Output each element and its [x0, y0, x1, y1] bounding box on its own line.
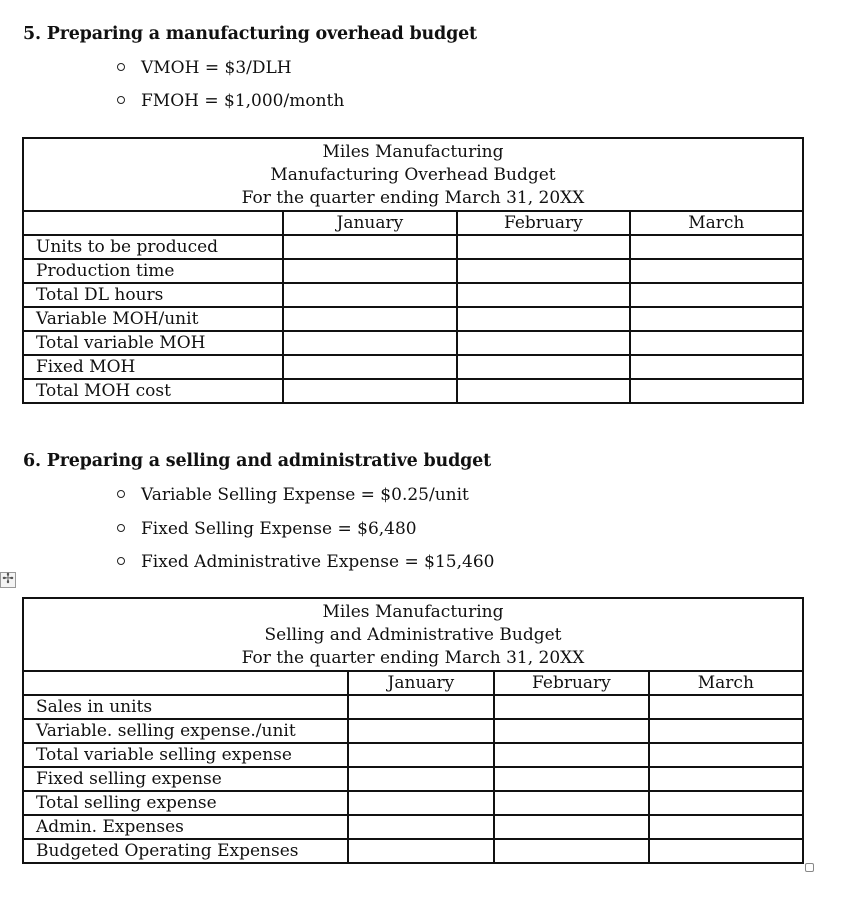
row-label: Variable. selling expense./unit — [23, 719, 348, 743]
bullet-fixed-admin — [117, 552, 494, 572]
table-row — [23, 767, 803, 791]
bullet-variable-selling — [117, 485, 469, 505]
company-name: Miles Manufacturing — [322, 602, 504, 622]
input-cell[interactable] — [283, 283, 457, 307]
input-cell[interactable] — [649, 695, 803, 719]
input-cell[interactable] — [457, 331, 630, 355]
moh-budget-table[interactable] — [22, 137, 804, 404]
input-cell[interactable] — [630, 307, 803, 331]
input-cell[interactable] — [649, 743, 803, 767]
table-row — [23, 355, 803, 379]
table-row — [23, 839, 803, 863]
input-cell[interactable] — [630, 283, 803, 307]
section-6-heading: 6. Preparing a selling and administrative budget — [23, 451, 491, 471]
month-february: February — [494, 671, 649, 695]
bullet-text: Variable Selling Expense = $0.25/unit — [141, 485, 469, 505]
bullet-text: Fixed Selling Expense = $6,480 — [141, 519, 417, 539]
input-cell[interactable] — [494, 719, 649, 743]
budget-name: Manufacturing Overhead Budget — [270, 165, 556, 185]
table-title — [23, 598, 803, 671]
row-label: Total DL hours — [23, 283, 283, 307]
table-cell[interactable] — [23, 671, 348, 695]
month-january: January — [283, 211, 457, 235]
selling-admin-budget-table[interactable] — [22, 597, 804, 864]
input-cell[interactable] — [348, 695, 494, 719]
input-cell[interactable] — [348, 815, 494, 839]
table-row — [23, 379, 803, 403]
input-cell[interactable] — [494, 743, 649, 767]
table-row — [23, 695, 803, 719]
table-resize-handle-icon[interactable] — [805, 863, 814, 872]
row-label: Sales in units — [23, 695, 348, 719]
table-row — [23, 259, 803, 283]
input-cell[interactable] — [494, 695, 649, 719]
input-cell[interactable] — [283, 259, 457, 283]
input-cell[interactable] — [649, 839, 803, 863]
input-cell[interactable] — [348, 839, 494, 863]
period: For the quarter ending March 31, 20XX — [241, 648, 585, 668]
input-cell[interactable] — [630, 331, 803, 355]
input-cell[interactable] — [283, 235, 457, 259]
table-row — [23, 235, 803, 259]
row-label: Fixed selling expense — [23, 767, 348, 791]
input-cell[interactable] — [630, 355, 803, 379]
input-cell[interactable] — [649, 719, 803, 743]
input-cell[interactable] — [348, 791, 494, 815]
month-february: February — [457, 211, 630, 235]
input-cell[interactable] — [283, 331, 457, 355]
month-header-row — [23, 211, 803, 235]
input-cell[interactable] — [457, 379, 630, 403]
table-cell[interactable] — [23, 211, 283, 235]
month-january: January — [348, 671, 494, 695]
input-cell[interactable] — [457, 307, 630, 331]
row-label: Total selling expense — [23, 791, 348, 815]
bullet-icon — [117, 63, 125, 71]
row-label: Total variable selling expense — [23, 743, 348, 767]
bullet-text: VMOH = $3/DLH — [141, 58, 292, 78]
row-label: Variable MOH/unit — [23, 307, 283, 331]
table-row — [23, 283, 803, 307]
input-cell[interactable] — [457, 259, 630, 283]
input-cell[interactable] — [494, 767, 649, 791]
row-label: Admin. Expenses — [23, 815, 348, 839]
input-cell[interactable] — [457, 235, 630, 259]
input-cell[interactable] — [649, 815, 803, 839]
input-cell[interactable] — [457, 283, 630, 307]
bullet-text: Fixed Administrative Expense = $15,460 — [141, 552, 495, 572]
input-cell[interactable] — [348, 743, 494, 767]
bullet-text: FMOH = $1,000/month — [141, 91, 345, 111]
input-cell[interactable] — [630, 259, 803, 283]
month-march: March — [649, 671, 803, 695]
input-cell[interactable] — [348, 767, 494, 791]
bullet-fmoh — [117, 91, 344, 111]
month-header-row — [23, 671, 803, 695]
input-cell[interactable] — [494, 839, 649, 863]
input-cell[interactable] — [649, 767, 803, 791]
input-cell[interactable] — [348, 719, 494, 743]
bullet-fixed-selling — [117, 519, 417, 539]
input-cell[interactable] — [457, 355, 630, 379]
bullet-icon — [117, 557, 125, 565]
bullet-vmoh — [117, 58, 292, 78]
row-label: Total MOH cost — [23, 379, 283, 403]
month-march: March — [630, 211, 803, 235]
table-row — [23, 743, 803, 767]
input-cell[interactable] — [494, 815, 649, 839]
bullet-icon — [117, 490, 125, 498]
row-label: Units to be produced — [23, 235, 283, 259]
row-label: Fixed MOH — [23, 355, 283, 379]
input-cell[interactable] — [283, 355, 457, 379]
company-name: Miles Manufacturing — [322, 142, 504, 162]
section-5-heading: 5. Preparing a manufacturing overhead budget — [23, 24, 477, 44]
input-cell[interactable] — [494, 791, 649, 815]
row-label: Production time — [23, 259, 283, 283]
input-cell[interactable] — [630, 235, 803, 259]
input-cell[interactable] — [283, 379, 457, 403]
row-label: Budgeted Operating Expenses — [23, 839, 348, 863]
budget-name: Selling and Administrative Budget — [264, 625, 562, 645]
table-row — [23, 791, 803, 815]
table-row — [23, 331, 803, 355]
input-cell[interactable] — [283, 307, 457, 331]
bullet-icon — [117, 524, 125, 532]
table-row — [23, 719, 803, 743]
table-row — [23, 307, 803, 331]
input-cell[interactable] — [630, 379, 803, 403]
bullet-icon — [117, 96, 125, 104]
table-move-handle-icon[interactable]: ✢ — [0, 572, 16, 588]
table-title — [23, 138, 803, 211]
input-cell[interactable] — [649, 791, 803, 815]
period: For the quarter ending March 31, 20XX — [241, 188, 585, 208]
row-label: Total variable MOH — [23, 331, 283, 355]
table-row — [23, 815, 803, 839]
